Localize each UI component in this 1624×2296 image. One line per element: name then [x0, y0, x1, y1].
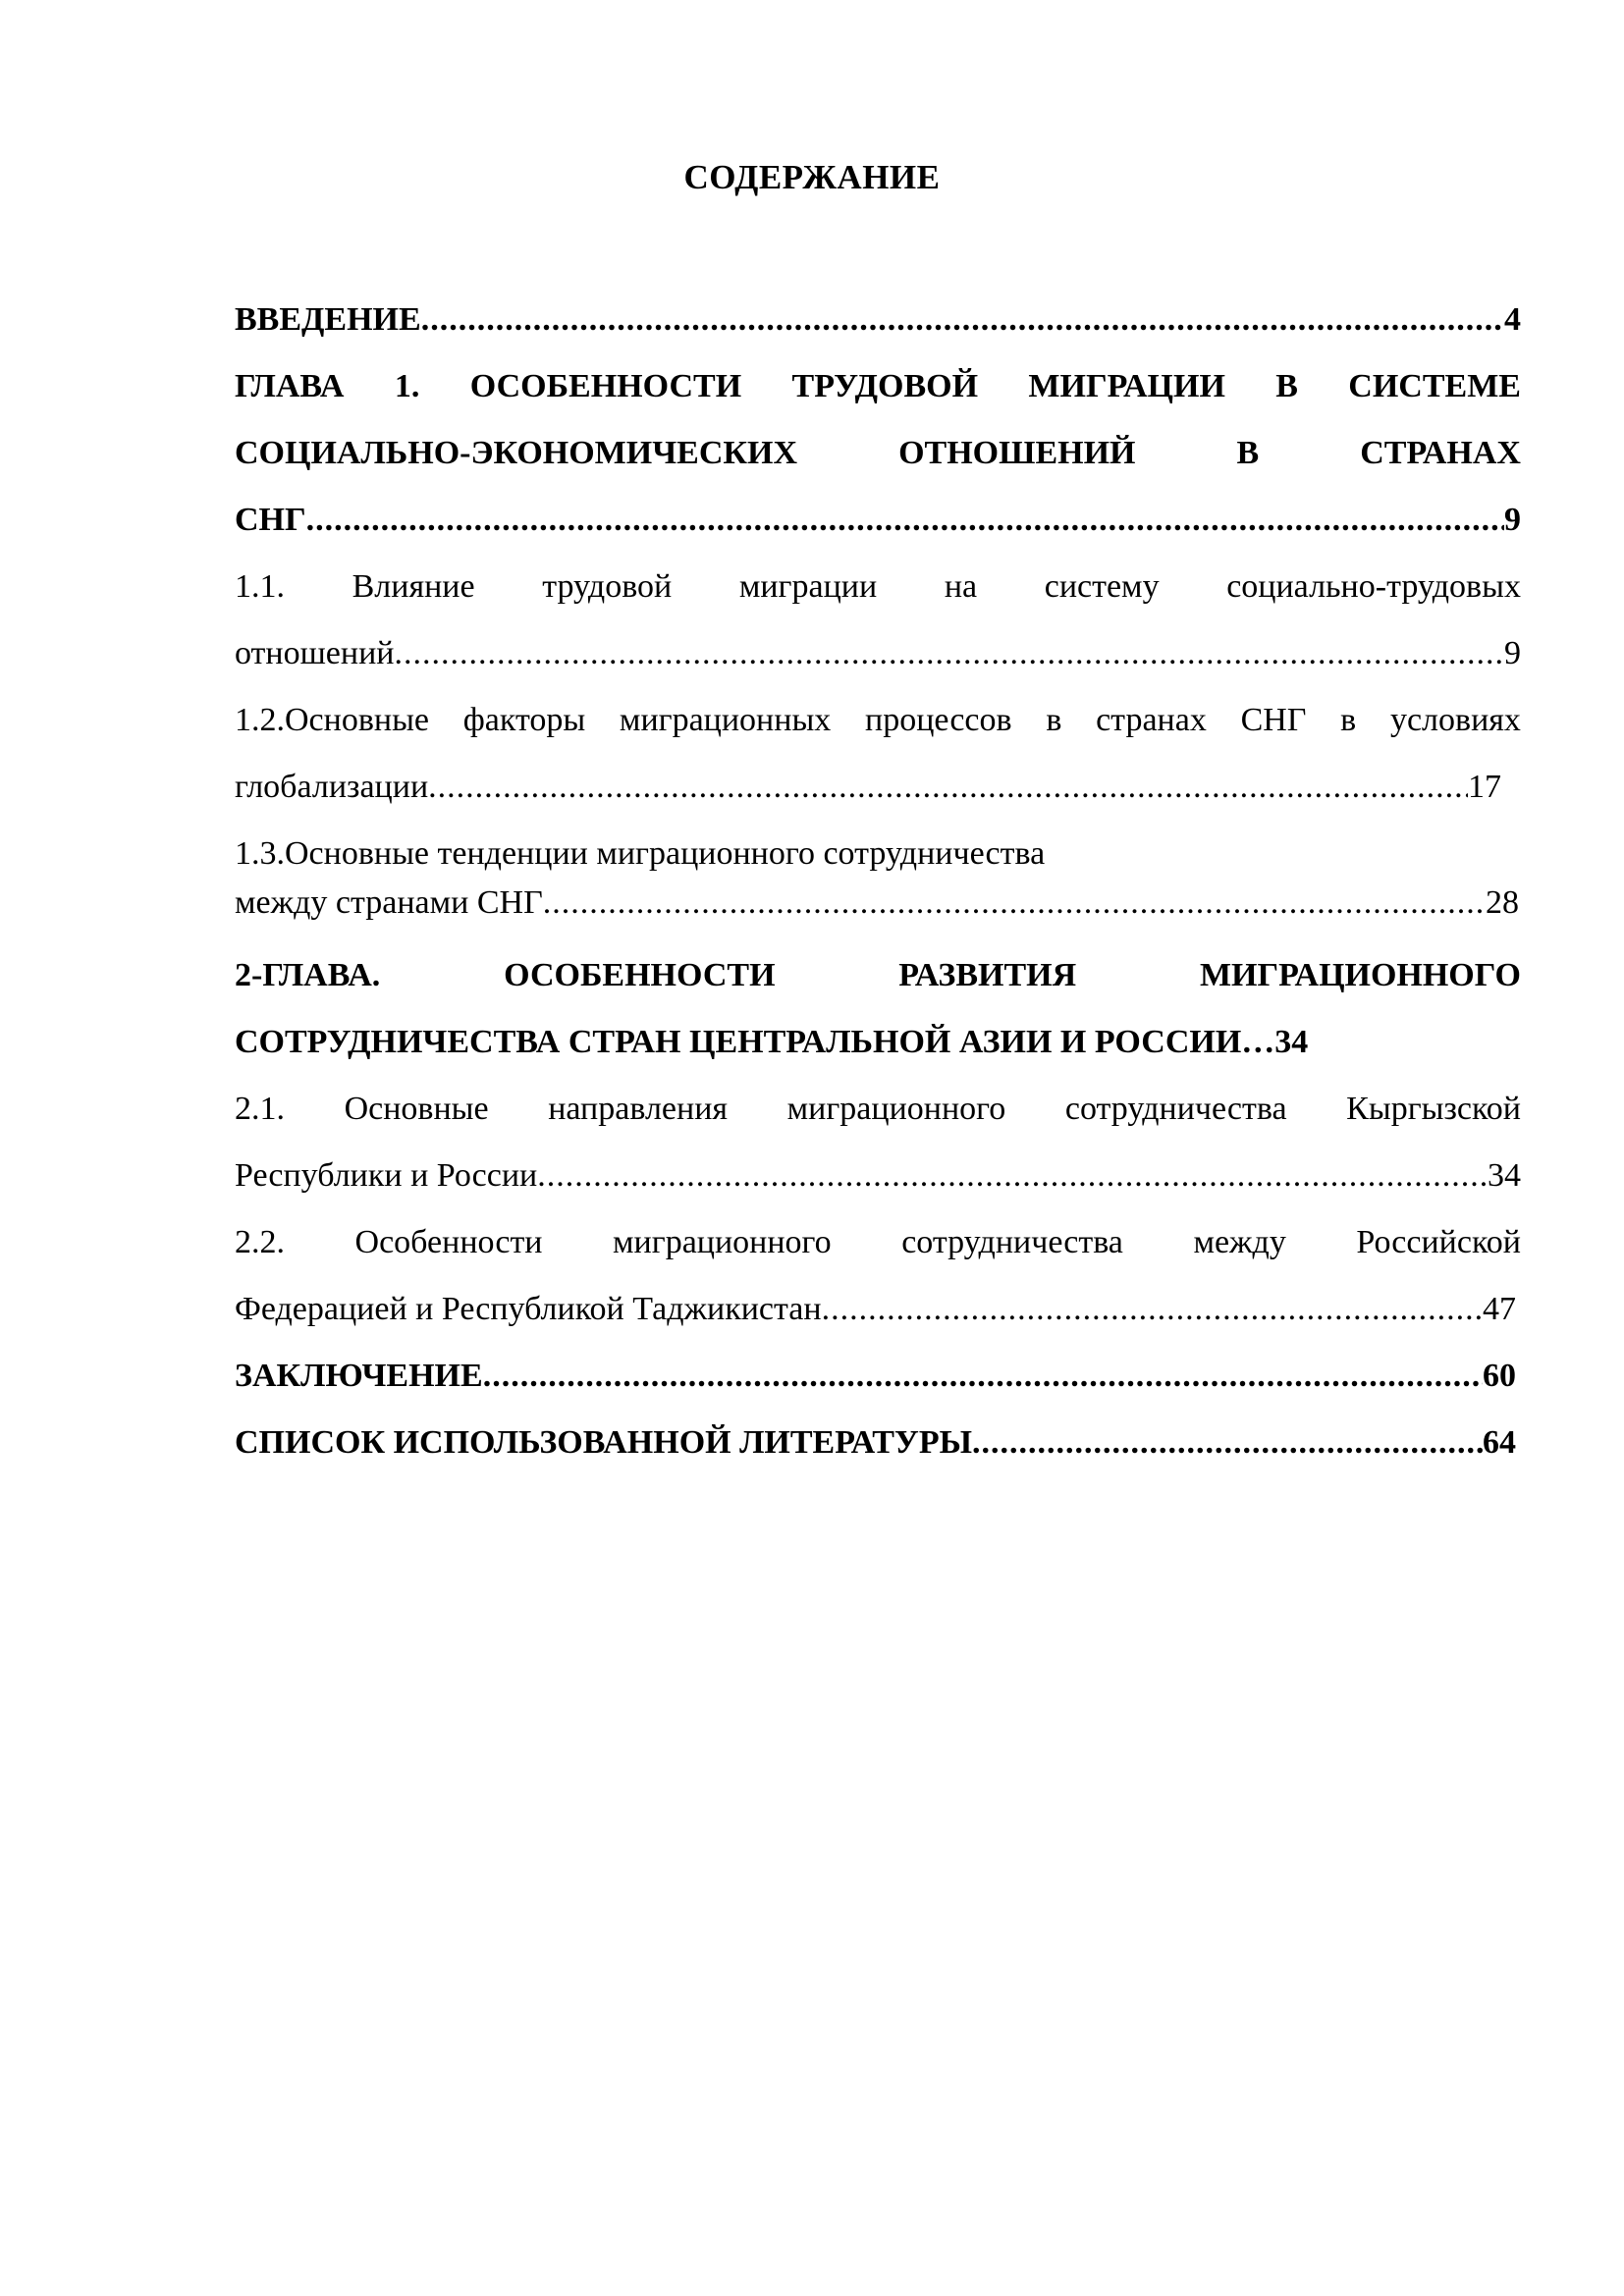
toc-entry-label: Федерацией и Республикой Таджикистан [235, 1291, 822, 1327]
toc-page-number: 64 [1483, 1424, 1516, 1461]
toc-word: СТРАНАХ [1360, 435, 1521, 471]
toc-page-number: 28 [1486, 884, 1519, 921]
toc-entry-chapter-1-line-3[interactable] [235, 487, 1521, 554]
toc-page-number: 60 [1483, 1358, 1516, 1394]
toc-word: 1.2.Основные [235, 702, 430, 738]
toc-word: направления [548, 1091, 729, 1127]
toc-word: 2-ГЛАВА. [235, 957, 381, 993]
toc-word: В [1236, 435, 1260, 471]
toc-entry-references[interactable] [235, 1410, 1516, 1476]
toc-word: МИГРАЦИОННОГО [1199, 957, 1521, 993]
toc-word: странах [1096, 702, 1207, 738]
toc-word: в [1340, 702, 1357, 738]
toc-word: ТРУДОВОЙ [791, 368, 979, 404]
toc-word: процессов [865, 702, 1012, 738]
toc-word: 2.2. [235, 1224, 285, 1260]
toc-page-number: 17 [1468, 769, 1501, 805]
toc-word: СИСТЕМЕ [1348, 368, 1521, 404]
toc-entry-section-1-1-line-2[interactable] [235, 620, 1521, 687]
toc-word: сотрудничества [1064, 1091, 1287, 1127]
toc-page-number: 4 [1504, 301, 1521, 338]
page-title: СОДЕРЖАНИЕ [683, 158, 941, 196]
toc-word: ГЛАВА [235, 368, 345, 404]
toc-entry-label: СПИСОК ИСПОЛЬЗОВАННОЙ ЛИТЕРАТУРЫ [235, 1424, 972, 1461]
toc-entry-section-2-2-line-1[interactable] [235, 1209, 1521, 1276]
toc-dot-leader [421, 287, 1504, 353]
toc-word: СНГ [1240, 702, 1307, 738]
toc-entry-label: СНГ [235, 502, 306, 538]
toc-word: систему [1044, 568, 1160, 605]
toc-word: Особенности [354, 1224, 543, 1260]
toc-page-number: 9 [1504, 502, 1521, 538]
toc-entry-section-1-1-line-1[interactable] [235, 554, 1521, 620]
toc-page-number: 9 [1504, 635, 1521, 671]
toc-dot-leader [394, 620, 1504, 687]
toc-entry-label: ЗАКЛЮЧЕНИЕ [235, 1358, 483, 1394]
toc-entry-chapter-1-line-2[interactable] [235, 420, 1521, 487]
toc-entry-conclusion[interactable] [235, 1343, 1516, 1410]
toc-word: миграционного [786, 1091, 1006, 1127]
toc-entry-intro[interactable] [235, 287, 1521, 353]
toc-word: миграционного [613, 1224, 832, 1260]
toc-dot-leader [543, 876, 1486, 931]
toc-word: Влияние [352, 568, 475, 605]
toc-word: СОЦИАЛЬНО-ЭКОНОМИЧЕСКИХ [235, 435, 798, 471]
toc-word: РАЗВИТИЯ [898, 957, 1077, 993]
toc-dot-leader [822, 1276, 1483, 1343]
toc-entry-section-1-2-line-2[interactable] [235, 754, 1501, 821]
toc-word: трудовой [542, 568, 673, 605]
toc-word: ОСОБЕННОСТИ [469, 368, 742, 404]
toc-page-number: 47 [1483, 1291, 1516, 1327]
toc-word: Основные [344, 1091, 489, 1127]
toc-entry-label: Республики и России [235, 1157, 538, 1194]
toc-word: сотрудничества [901, 1224, 1123, 1260]
toc-entry-section-2-1-line-2[interactable] [235, 1143, 1521, 1209]
toc-entry-label: между странами СНГ [235, 884, 543, 921]
toc-word: условиях [1389, 702, 1521, 738]
toc-entry-section-1-3-line-2[interactable] [235, 876, 1519, 931]
toc-word: миграционных [619, 702, 832, 738]
toc-page-number: 34 [1488, 1157, 1521, 1194]
toc-entry-label: отношений [235, 635, 395, 671]
toc-entry-label: СОТРУДНИЧЕСТВА СТРАН ЦЕНТРАЛЬНОЙ АЗИИ И РОССИИ…34 [235, 1024, 1309, 1060]
toc-word: миграции [738, 568, 878, 605]
toc-word: В [1275, 368, 1298, 404]
toc-word: 2.1. [235, 1091, 285, 1127]
table-of-contents [235, 287, 1521, 1476]
toc-dot-leader [972, 1410, 1483, 1476]
toc-word: социально-трудовых [1226, 568, 1521, 605]
toc-entry-chapter-2-line-1[interactable] [235, 942, 1521, 1009]
toc-word: в [1046, 702, 1062, 738]
toc-entry-label: глобализации [235, 769, 429, 805]
toc-dot-leader [428, 754, 1468, 821]
toc-dot-leader [306, 487, 1504, 554]
toc-word: 1. [394, 368, 420, 404]
toc-entry-chapter-1-line-1[interactable] [235, 353, 1521, 420]
toc-entry-section-2-1-line-1[interactable] [235, 1076, 1521, 1143]
toc-word: факторы [462, 702, 586, 738]
toc-word: МИГРАЦИИ [1028, 368, 1225, 404]
toc-word: ОСОБЕННОСТИ [504, 957, 776, 993]
toc-entry-label: 1.3.Основные тенденции миграционного сотрудничества [235, 835, 1046, 872]
toc-word: Кыргызской [1346, 1091, 1521, 1127]
toc-word: ОТНОШЕНИЙ [898, 435, 1136, 471]
toc-entry-label: ВВЕДЕНИЕ [235, 301, 421, 338]
toc-entry-chapter-2-line-2[interactable] [235, 1009, 1521, 1076]
toc-word: на [944, 568, 978, 605]
toc-word: Российской [1356, 1224, 1521, 1260]
toc-word: между [1193, 1224, 1286, 1260]
toc-dot-leader [483, 1343, 1483, 1410]
toc-dot-leader [537, 1143, 1488, 1209]
toc-word: 1.1. [235, 568, 285, 605]
toc-entry-section-2-2-line-2[interactable] [235, 1276, 1516, 1343]
toc-entry-section-1-2-line-1[interactable] [235, 687, 1521, 754]
